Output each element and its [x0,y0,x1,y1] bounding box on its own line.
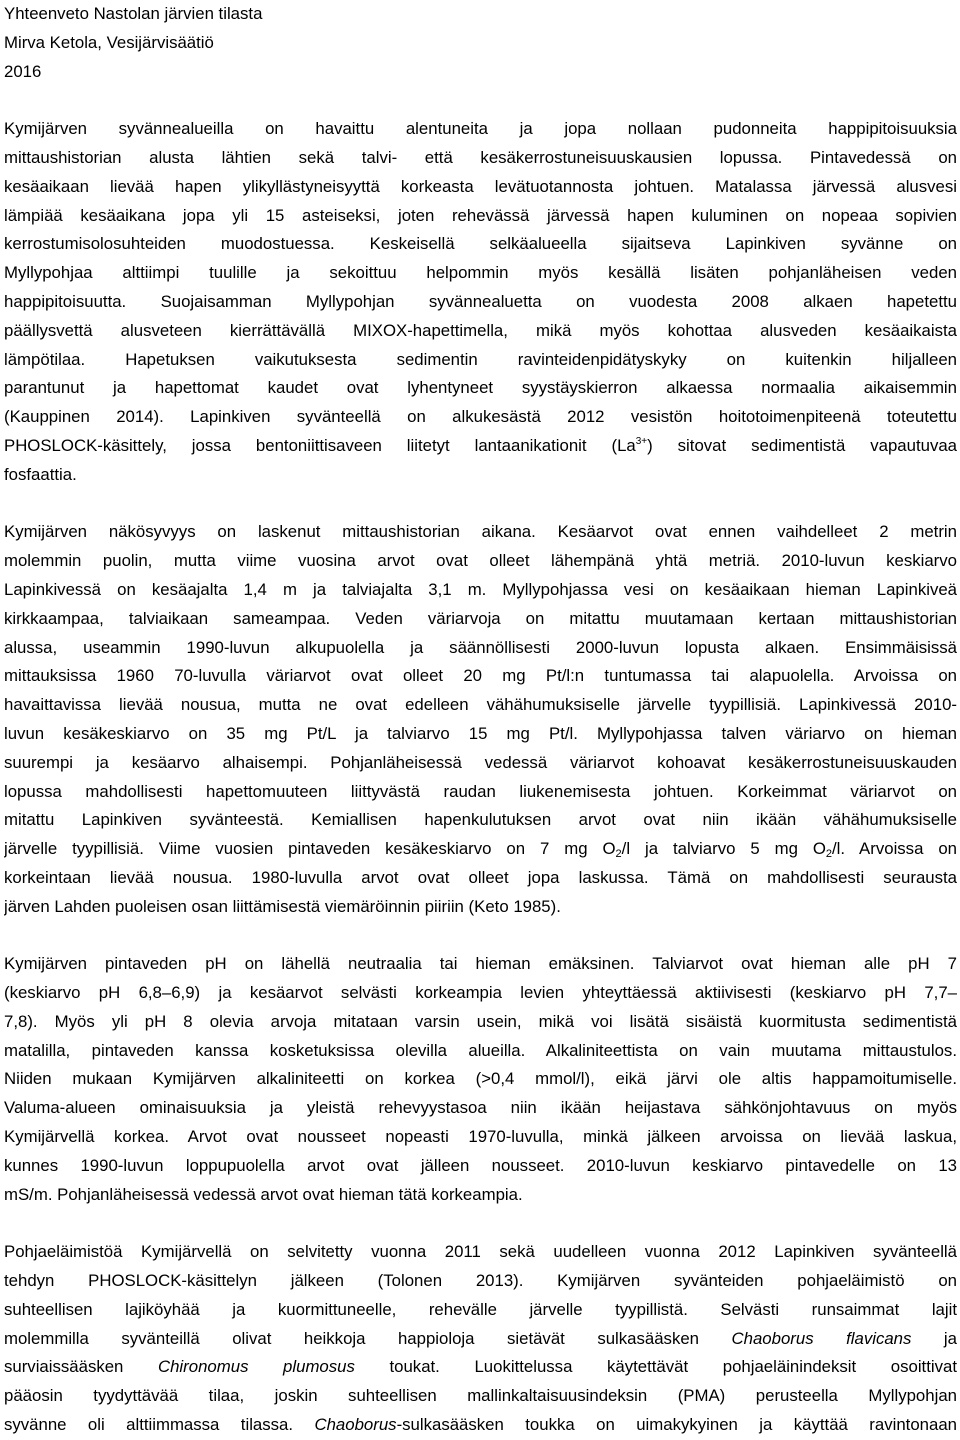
text-segment: Lapinkivessä on kesäajalta 1,4 m ja talviajalta 3,1 m. Myllypohjassa vesi on kesäaikaan hieman Lapinkiveä [4,579,957,599]
text-segment: Kymijärvellä korkea. Arvot ovat nousseet nopeasti 1970-luvulla, minkä jälkeen arvoissa on lievää laskua, [4,1127,957,1147]
text-line [4,144,957,173]
text-segment: luvun kesäkeskiarvo on 35 mg Pt/L ja talviarvo 15 mg Pt/l. Myllypohjassa talven väriarvo on hieman [4,723,957,743]
text-segment: kerrostumisolosuhteiden muodostuessa. Keskeisellä selkäalueella sijaitseva Lapinkiven syvänne on [4,234,957,254]
paragraph-gap [4,490,957,519]
text-line [4,778,957,807]
text-line [4,173,957,202]
text-segment: lämpötilaa. Hapetuksen vaikutuksesta sedimentin ravinteidenpidätyskyky on kuitenkin hiljalleen [4,349,957,369]
text-line [4,749,957,778]
text-line [4,1094,957,1123]
text-segment: 7,8). Myös yli pH 8 olevia arvoja mitataan varsin usein, mikä voi lisätä sisäistä kuormitusta sedimentistä [4,1011,957,1031]
text-segment: toukat. Luokittelussa käytettävät pohjaeläinindeksit osoittivat [354,1357,957,1377]
spacer [4,86,957,115]
text-segment: Pohjaeläimistöä Kymijärvellä on selvitetty vuonna 2011 sekä uudelleen vuonna 2012 Lapinkiven syvänteellä [4,1242,957,1262]
text-segment: (keskiarvo pH 6,8–6,9) ja kesäarvot selvästi korkeampia levien yhteyttäessä aktiivisesti (keskiarvo pH 7,7– [4,983,957,1003]
text-line [4,950,957,979]
paragraph [4,1238,957,1440]
text-line [4,518,957,547]
text-line [4,346,957,375]
text-line [4,1382,957,1411]
text-segment: matalilla, pintaveden kanssa kosketuksissa olevilla alueilla. Alkaliniteettista on vain muutama mittaustulos. [4,1040,957,1060]
text-segment: pääosin tyydyttävää tilaa, joskin suhteellisen mallinkaltaisuusindeksin (PMA) perusteella Myllypohjan [4,1386,957,1406]
text-segment: lämpiää kesäaikana jopa yli 15 asteiseksi, joten rehevässä järvessä hapen kuluminen on nopeaa sopivien [4,205,957,225]
subscript: 2 [615,848,622,861]
text-line [4,979,957,1008]
text-line [4,864,957,893]
text-line [4,547,957,576]
text-line [4,1037,957,1066]
text-line [4,691,957,720]
text-line [4,1065,957,1094]
text-line [4,720,957,749]
italic-text: Chaoborus [314,1415,397,1435]
text-line [4,1411,957,1440]
text-segment: Myllypohjaa alttiimpi tuulille ja sekoittuu helpommin myös kesällä lisäten pohjanläheisen veden [4,263,957,283]
text-segment: molemmin puolin, mutta viime vuosina arvot ovat olleet lähempänä yhtä metriä. 2010-luvun keskiarvo [4,551,957,571]
text-line [4,1267,957,1296]
paragraph-gap [4,1209,957,1238]
text-line [4,1152,957,1181]
text-line [4,259,957,288]
text-line [4,288,957,317]
text-line [4,1325,957,1354]
paragraph [4,115,957,489]
text-segment: mitattu Lapinkiven syvänteestä. Kemiallisen hapenkulutuksen arvot ovat niin ikään vähähumuksiselle [4,810,957,830]
text-segment: Niiden mukaan Kymijärven alkaliniteetti on korkea (>0,4 mmol/l), eikä järvi ole altis happamoitumiselle. [4,1069,957,1089]
text-line [4,115,957,144]
text-segment: molemmilla syvänteillä olivat heikkoja happioloja sietävät sulkasääsken [4,1328,732,1348]
text-segment: järvelle tyypillisiä. Viime vuosien pintaveden kesäkeskiarvo on 7 mg O [4,839,616,859]
text-line [4,1353,957,1382]
text-line [4,403,957,432]
text-segment: Kymijärven pintaveden pH on lähellä neutraalia tai hieman emäksinen. Talviarvot ovat hieman alle pH 7 [4,954,957,974]
text-line [4,1008,957,1037]
text-segment: kirkkaampaa, talviaikaan sameampaa. Veden väriarvoja on mitattu muutamaan kertaan mittaushistorian [4,608,957,628]
text-segment: syvänne oli alttiimmassa tilassa. [4,1415,315,1435]
text-segment: parantunut ja hapettomat kaudet ovat lyhentyneet syystäyskierron alkaessa normaalia aikaisemmin [4,378,957,398]
text-segment: Kymijärven syvännealueilla on havaittu alentuneita ja jopa nollaan pudonneita happipitoisuuksia [4,119,957,139]
text-line [4,230,957,259]
paragraph [4,950,957,1209]
paragraph [4,518,957,921]
text-segment: tehdyn PHOSLOCK-käsittelyn jälkeen (Tolonen 2013). Kymijärven syvänteiden pohjaeläimistö on [4,1271,957,1291]
document-title: Yhteenveto Nastolan järvien tilasta [4,4,263,23]
text-segment: korkeintaan lievää nousua. 1980-luvulla arvot ovat olleet jopa laskussa. Tämä on mahdollisesti seurausta [4,867,957,887]
text-line [4,576,957,605]
superscript: 3+ [635,435,648,447]
text-line [4,634,957,663]
text-segment: ja [911,1328,957,1348]
text-line [4,461,957,490]
text-segment: mittaushistorian alusta lähtien sekä talvi- että kesäkerrostuneisuuskausien lopussa. Pintavedessä on [4,147,957,167]
text-segment: Kymijärven näkösyvyys on laskenut mittaushistorian aikana. Kesäarvot ovat ennen vaihdelleet 2 metrin [4,522,957,542]
text-segment: Valuma-alueen ominaisuuksia ja yleistä rehevyystasoa niin ikään heijastava sähkönjohtavuus on myös [4,1098,957,1118]
text-line [4,806,957,835]
subscript: 2 [825,848,833,861]
text-segment: mS/m. Pohjanläheisessä vedessä arvot ovat hieman tätä korkeampia. [4,1184,523,1204]
text-line [4,374,957,403]
text-segment: päällysvettä alusveteen kierrättävällä MIXOX-hapettimella, mikä myös kohottaa alusveden kesäaikaista [4,320,957,340]
text-segment: suhteellisen lajiköyhää ja kuormittuneelle, rehevälle järvelle tyypillistä. Selvästi runsaimmat lajit [4,1299,957,1319]
text-segment: lopussa mahdollisesti hapettomuuteen liittyvästä raudan liukenemisesta johtuen. Korkeimmat väriarvot on [4,781,957,801]
text-segment: -sulkasääsken toukka on uimakykyinen ja käyttää ravintonaan [396,1415,957,1435]
text-segment: happipitoisuutta. Suojaisamman Myllypohjan syvännealuetta on vuodesta 2008 alkaen hapetettu [4,291,957,311]
text-segment: /l ja talviarvo 5 mg O [621,839,826,859]
text-line [4,662,957,691]
document-header [4,0,957,86]
text-segment: alussa, useammin 1990-luvun alkupuolella ja säännöllisesti 2000-luvun lopusta alkaen. Ensimmäisissä [4,637,957,657]
text-segment: järven Lahden puoleisen osan liittämisestä viemäröinnin piiriin (Keto 1985). [4,896,561,916]
document-body [4,115,957,1440]
text-segment: havaittavissa lievää nousua, mutta ne ovat edelleen vähähumuksiselle järvelle tyypillisiä. Lapinkivessä 2010- [4,695,957,715]
text-line [4,605,957,634]
text-segment: kesäaikaan lievää hapen ylikyllästyneisyyttä korkeasta levätuotannosta johtuen. Matalassa järvessä alusvesi [4,176,957,196]
text-segment: suurempi ja kesäarvo alhaisempi. Pohjanläheisessä vedessä väriarvot kohoavat kesäkerrostuneisuuskauden [4,752,957,772]
paragraph-gap [4,922,957,951]
text-segment: fosfaattia. [4,464,77,484]
text-line [4,317,957,346]
text-segment: /l. Arvoissa on [832,839,957,859]
document-author: Mirva Ketola, Vesijärvisäätiö [4,32,214,52]
text-line [4,1296,957,1325]
text-segment: mittauksissa 1960 70-luvulla väriarvot ovat olleet 20 mg Pt/l:n tuntumassa tai alapuolella. Arvoissa on [4,666,957,686]
document-year: 2016 [4,61,42,81]
text-segment: PHOSLOCK-käsittely, jossa bentoniittisaveen liitetyt lantaanikationit (La [4,435,636,455]
text-line [4,1181,957,1210]
text-line [4,1238,957,1267]
text-line [4,432,957,461]
text-line [4,1123,957,1152]
text-segment: kunnes 1990-luvun loppupuolella arvot ovat jälleen nousseet. 2010-luvun keskiarvo pintavedelle on 13 [4,1155,957,1175]
text-segment: (Kauppinen 2014). Lapinkiven syvänteellä on alkukesästä 2012 vesistön hoitotoimenpiteenä toteutettu [4,407,957,427]
italic-text: Chaoborus flavicans [731,1328,912,1348]
text-segment: ) sitovat sedimentistä vapautuvaa [647,435,957,455]
text-line [4,202,957,231]
text-segment: surviaissääsken [4,1357,158,1377]
text-line [4,893,957,922]
text-line [4,835,957,864]
italic-text: Chironomus plumosus [157,1357,355,1377]
